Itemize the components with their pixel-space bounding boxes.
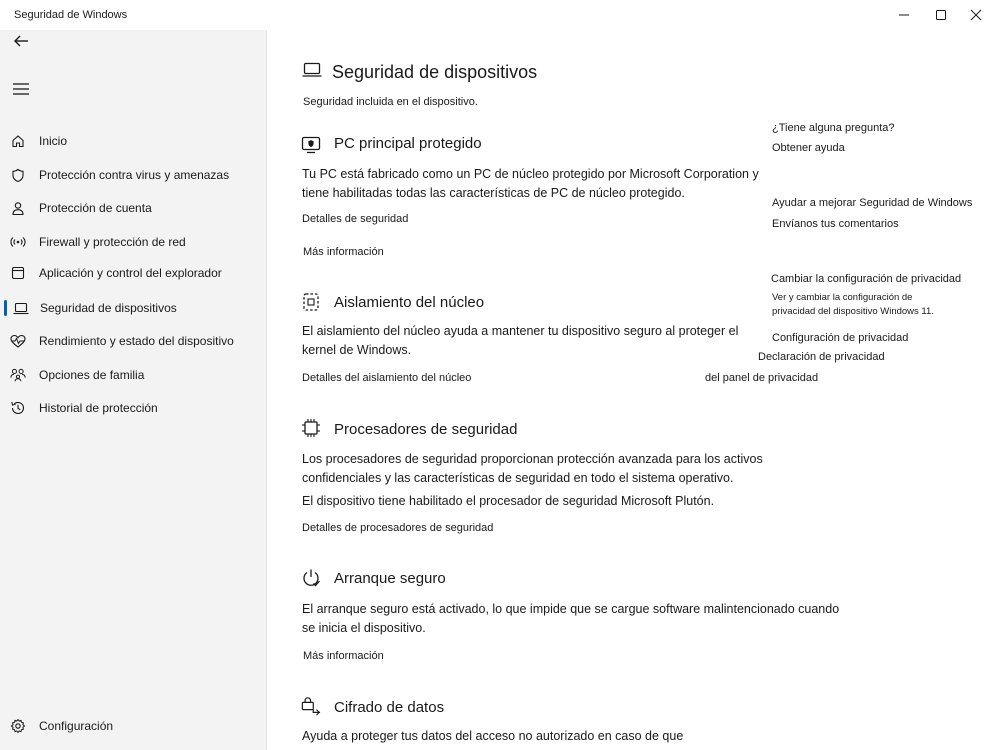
page-title: Seguridad de dispositivos bbox=[332, 62, 538, 82]
home-icon bbox=[10, 133, 26, 149]
section-text-secured-core-pc: Tu PC está fabricado como un PC de núcleo protegido por Microsoft Corporation y tiene habilitadas todas las características de PC de núcleo protegido. bbox=[302, 167, 759, 200]
privacy-dashboard-link[interactable]: del panel de privacidad bbox=[705, 372, 819, 384]
privacy-heading: Cambiar la configuración de privacidad bbox=[771, 273, 962, 285]
sidebar-item-label: Inicio bbox=[39, 134, 68, 148]
sidebar-item-label: Historial de protección bbox=[39, 401, 158, 415]
window-title: Seguridad de Windows bbox=[14, 9, 128, 21]
family-icon bbox=[10, 367, 26, 383]
section-title-data-encryption: Cifrado de datos bbox=[334, 699, 445, 716]
wifi-icon bbox=[10, 234, 26, 250]
menu-button[interactable] bbox=[10, 80, 32, 98]
section-text-security-processor: Los procesadores de seguridad proporcionan protección avanzada para los activos confidenciales y las características de seguridad en todo el sistema operativo. bbox=[302, 452, 763, 485]
sidebar-item-settings[interactable] bbox=[0, 711, 266, 741]
core-isolation-details-link[interactable]: Detalles del aislamiento del núcleo bbox=[302, 372, 472, 384]
selected-indicator bbox=[4, 300, 7, 316]
history-icon bbox=[10, 400, 26, 416]
sidebar-item-label: Opciones de familia bbox=[39, 368, 145, 382]
more-info-link[interactable]: Más información bbox=[303, 246, 384, 258]
minimize-icon bbox=[898, 9, 910, 21]
close-button[interactable] bbox=[958, 0, 994, 30]
privacy-description-line-1: Ver y cambiar la configuración de bbox=[772, 292, 913, 303]
maximize-button[interactable] bbox=[923, 0, 959, 30]
section-text-core-isolation: El aislamiento del núcleo ayuda a mantener tu dispositivo seguro al proteger el kernel de Windows. bbox=[302, 324, 739, 357]
secured-core-pc-icon bbox=[301, 135, 321, 155]
person-icon bbox=[10, 200, 26, 216]
core-isolation-icon bbox=[301, 292, 321, 312]
hamburger-icon bbox=[12, 82, 30, 96]
get-help-link[interactable]: Obtener ayuda bbox=[772, 142, 845, 154]
sidebar-item-label: Protección contra virus y amenazas bbox=[39, 168, 230, 182]
question-heading: ¿Tiene alguna pregunta? bbox=[772, 122, 895, 134]
security-processor-details-link[interactable]: Detalles de procesadores de seguridad bbox=[302, 522, 494, 534]
sidebar-item-app-browser-control[interactable] bbox=[0, 258, 266, 288]
sidebar-item-label: Firewall y protección de red bbox=[39, 235, 186, 249]
section-title-secure-boot: Arranque seguro bbox=[334, 570, 446, 587]
sidebar-item-label: Configuración bbox=[39, 719, 114, 733]
section-title-core-isolation: Aislamiento del núcleo bbox=[334, 294, 485, 311]
back-arrow-icon bbox=[13, 34, 29, 48]
sidebar-item-inicio[interactable] bbox=[0, 126, 266, 156]
secure-boot-icon bbox=[301, 568, 321, 588]
sidebar-item-device-performance[interactable] bbox=[0, 326, 266, 356]
gear-icon bbox=[10, 718, 26, 734]
sidebar-item-label: Aplicación y control del explorador bbox=[39, 266, 222, 280]
laptop-icon bbox=[13, 300, 29, 316]
section-title-secured-core-pc: PC principal protegido bbox=[334, 135, 482, 152]
privacy-settings-link[interactable]: Configuración de privacidad bbox=[772, 332, 909, 344]
laptop-icon bbox=[302, 62, 322, 78]
heart-pulse-icon bbox=[10, 333, 26, 349]
page-subtitle: Seguridad incluida en el dispositivo. bbox=[303, 96, 478, 108]
sidebar-item-label: Rendimiento y estado del dispositivo bbox=[39, 334, 234, 348]
data-encryption-icon bbox=[301, 696, 321, 716]
privacy-description-line-2: privacidad del dispositivo Windows 11. bbox=[772, 306, 934, 317]
sidebar-item-protection-history[interactable] bbox=[0, 393, 266, 423]
security-details-link[interactable]: Detalles de seguridad bbox=[302, 213, 409, 225]
sidebar-item-device-security[interactable] bbox=[0, 293, 266, 323]
maximize-icon bbox=[935, 9, 947, 21]
sidebar-item-label: Protección de cuenta bbox=[39, 201, 152, 215]
section-text-secure-boot: El arranque seguro está activado, lo que impide que se cargue software malintencionado cuando se inicia el dispositivo. bbox=[302, 602, 840, 635]
privacy-statement-link[interactable]: Declaración de privacidad bbox=[758, 351, 885, 363]
section-title-security-processor: Procesadores de seguridad bbox=[334, 421, 518, 438]
sidebar-item-label: Seguridad de dispositivos bbox=[40, 301, 177, 315]
page-title-icon-wrap bbox=[302, 62, 322, 83]
back-button[interactable] bbox=[10, 32, 32, 50]
sidebar-item-family-options[interactable] bbox=[0, 360, 266, 390]
close-icon bbox=[970, 9, 982, 21]
secure-boot-more-info-link[interactable]: Más información bbox=[303, 650, 384, 662]
feedback-link[interactable]: Envíanos tus comentarios bbox=[772, 218, 899, 230]
security-processor-icon bbox=[301, 418, 321, 438]
section-text-data-encryption: Ayuda a proteger tus datos del acceso no autorizado en caso de que bbox=[302, 729, 684, 743]
sidebar-item-account-protection[interactable] bbox=[0, 193, 266, 223]
app-window-icon bbox=[10, 265, 26, 281]
improve-heading: Ayudar a mejorar Seguridad de Windows bbox=[772, 197, 973, 209]
shield-icon bbox=[10, 167, 26, 183]
section-text-pluton: El dispositivo tiene habilitado el procesador de seguridad Microsoft Plutón. bbox=[302, 494, 715, 508]
minimize-button[interactable] bbox=[886, 0, 922, 30]
sidebar-item-virus-protection[interactable] bbox=[0, 160, 266, 190]
sidebar-item-firewall[interactable] bbox=[0, 227, 266, 257]
